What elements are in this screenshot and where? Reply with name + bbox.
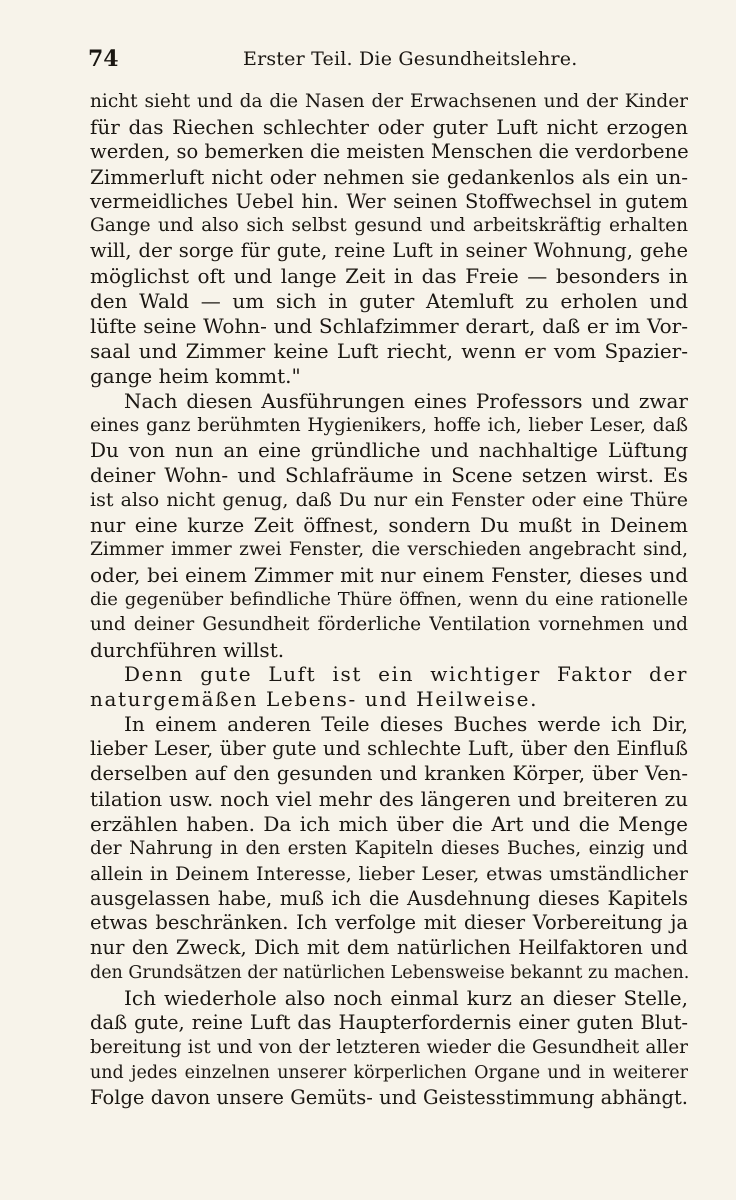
text-line: vermeidliches Uebel hin. Wer seinen Stoffwechsel in gutem bbox=[90, 189, 688, 213]
text-line: eines ganz berühmten Hygienikers, hoffe ich, lieber Leser, daß bbox=[90, 414, 688, 436]
text-line: deiner Wohn- und Schlafräume in Scene setzen wirst. Es bbox=[90, 463, 688, 488]
text-line: den Wald — um sich in guter Atemluft zu erholen und bbox=[90, 289, 688, 314]
text-line: etwas beschränken. Ich verfolge mit dieser Vorbereitung ja bbox=[90, 911, 688, 935]
text-line: naturgemäßen Lebens- und Heilweise. bbox=[90, 687, 539, 712]
text-line: ausgelassen habe, muß ich die Ausdehnung dieses Kapitels bbox=[90, 886, 688, 910]
text-line: oder, bei einem Zimmer mit nur einem Fenster, dieses und bbox=[90, 562, 688, 587]
text-line: durchführen willst. bbox=[90, 637, 285, 662]
text-line: lüfte seine Wohn- und Schlafzimmer derart, daß er im Vor- bbox=[90, 314, 688, 339]
text-line: der Nahrung in den ersten Kapiteln dieses Buches, einzig und bbox=[90, 837, 688, 859]
text-line: daß gute, reine Luft das Haupterfordernis einer guten Blut- bbox=[90, 1010, 688, 1034]
text-line: allein in Deinem Interesse, lieber Leser, etwas umständlicher bbox=[90, 862, 688, 885]
text-line: die gegenüber befindliche Thüre öffnen, wenn du eine rationelle bbox=[90, 588, 688, 610]
text-line: saal und Zimmer keine Luft riecht, wenn er vom Spazier- bbox=[90, 338, 688, 363]
running-head: Erster Teil. Die Gesundheitslehre. bbox=[243, 48, 578, 70]
text-line: Du von nun an eine gründliche und nachhaltige Lüftung bbox=[90, 438, 688, 463]
page-number: 74 bbox=[88, 46, 119, 72]
text-line: lieber Leser, über gute und schlechte Luft, über den Einfluß bbox=[90, 737, 688, 761]
text-line: In einem anderen Teile dieses Buches werde ich Dir, bbox=[124, 712, 688, 737]
text-line: möglichst oft und lange Zeit in das Freie — besonders in bbox=[90, 264, 688, 289]
text-line: Gange und also sich selbst gesund und arbeitskräftig erhalten bbox=[90, 215, 688, 237]
text-line: Denn gute Luft ist ein wichtiger Faktor der bbox=[124, 662, 688, 687]
text-line: Zimmer immer zwei Fenster, die verschieden angebracht sind, bbox=[90, 539, 688, 561]
text-line: nur den Zweck, Dich mit dem natürlichen Heilfaktoren und bbox=[90, 936, 688, 960]
text-line: erzählen haben. Da ich mich über die Art und die Menge bbox=[90, 811, 688, 836]
text-line: nicht sieht und da die Nasen der Erwachsenen und der Kinder bbox=[90, 91, 688, 112]
text-line: ist also nicht genug, daß Du nur ein Fenster oder eine Thüre bbox=[90, 489, 688, 512]
text-line: tilation usw. noch viel mehr des längeren und breiteren zu bbox=[90, 786, 688, 811]
page-header bbox=[88, 46, 688, 80]
text-line: Ich wiederhole also noch einmal kurz an dieser Stelle, bbox=[124, 986, 688, 1011]
text-line: und deiner Gesundheit förderliche Ventilation vornehmen und bbox=[90, 613, 688, 635]
text-line: Folge davon unsere Gemüts- und Geistesstimmung abhängt. bbox=[90, 1085, 688, 1109]
body-text bbox=[90, 90, 688, 1111]
text-line: Zimmerluft nicht oder nehmen sie gedankenlos als ein un- bbox=[90, 164, 688, 189]
text-line: Nach diesen Ausführungen eines Professors und zwar bbox=[124, 388, 688, 413]
text-line: für das Riechen schlechter oder guter Luft nicht erzogen bbox=[90, 114, 688, 139]
text-line: werden, so bemerken die meisten Menschen die verdorbene bbox=[90, 139, 689, 163]
text-line: derselben auf den gesunden und kranken Körper, über Ven- bbox=[90, 762, 688, 786]
text-line: bereitung ist und von der letzteren wieder die Gesundheit aller bbox=[90, 1036, 688, 1058]
text-line: gange heim kommt." bbox=[90, 363, 301, 388]
text-line: will, der sorge für gute, reine Luft in seiner Wohnung, gehe bbox=[90, 239, 688, 263]
text-line: den Grundsätzen der natürlichen Lebensweise bekannt zu machen. bbox=[90, 963, 690, 984]
text-line: nur eine kurze Zeit öffnest, sondern Du mußt in Deinem bbox=[90, 513, 688, 538]
text-line: und jedes einzelnen unserer körperlichen Organe und in weiterer bbox=[90, 1062, 688, 1083]
